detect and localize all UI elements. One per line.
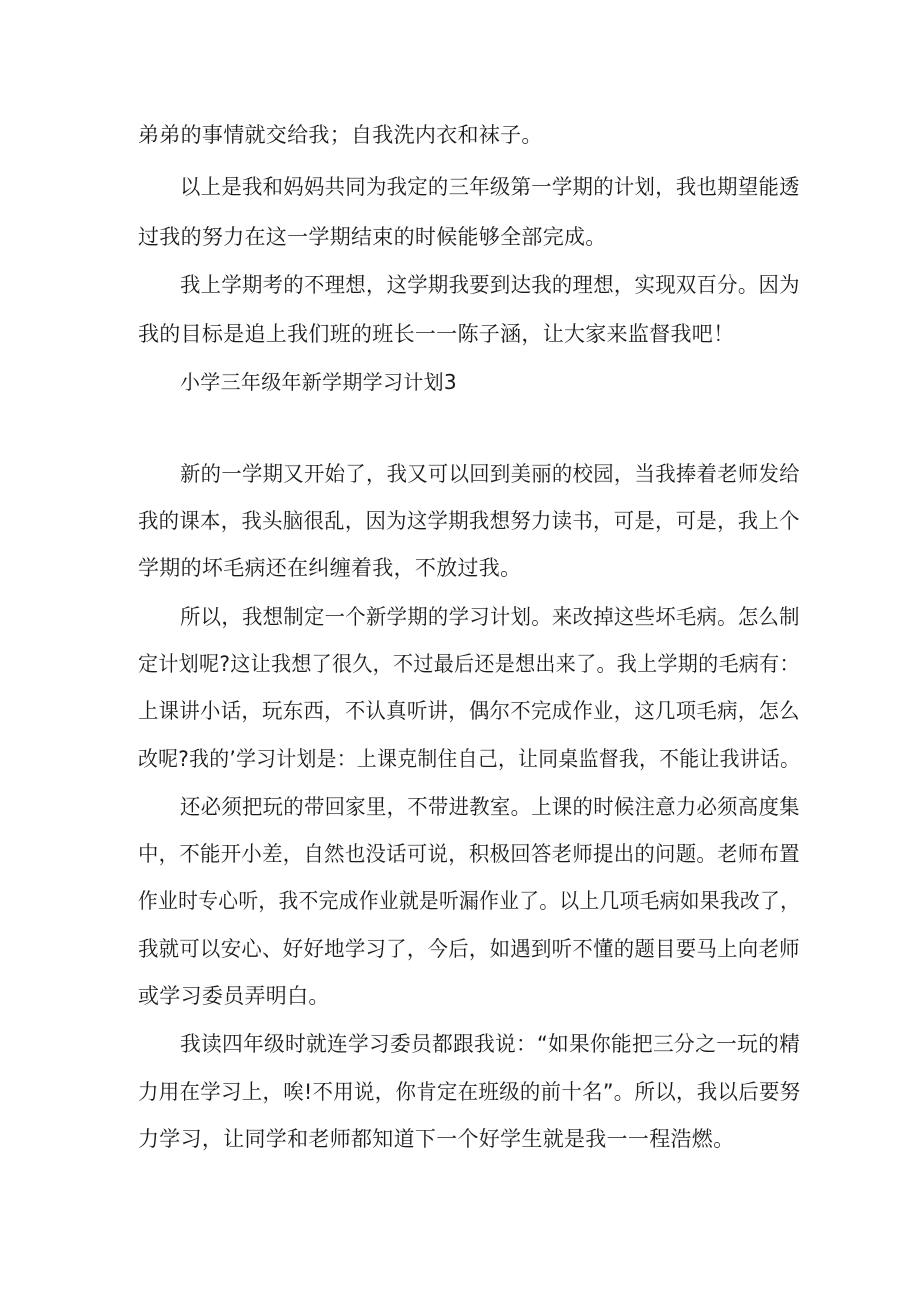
paragraph-line: 还必须把玩的带回家里，不带进教室。上课的时候注意力必须高度集 <box>180 795 800 819</box>
section-heading: 小学三年级年新学期学习计划3 <box>180 370 457 394</box>
paragraph-line: 学期的坏毛病还在纠缠着我，不放过我。 <box>138 556 522 580</box>
paragraph-line: 力学习，让同学和老师都知道下一个好学生就是我一一程浩燃。 <box>138 1127 735 1151</box>
paragraph-line: 我上学期考的不理想，这学期我要到达我的理想，实现双百分。因为 <box>180 273 800 297</box>
paragraph-line: 我的目标是追上我们班的班长一一陈子涵，让大家来监督我吧！ <box>138 322 735 346</box>
paragraph-line: 新的一学期又开始了，我又可以回到美丽的校园，当我捧着老师发给 <box>180 462 800 486</box>
paragraph-line: 我读四年级时就连学习委员都跟我说：“如果你能把三分之一玩的精 <box>180 1032 801 1056</box>
paragraph-line: 所以，我想制定一个新学期的学习计划。来改掉这些坏毛病。怎么制 <box>180 605 800 629</box>
paragraph-line: 定计划呢?这让我想了很久，不过最后还是想出来了。我上学期的毛病有： <box>138 652 800 676</box>
paragraph-line: 作业时专心听，我不完成作业就是听漏作业了。以上几项毛病如果我改了， <box>138 889 801 913</box>
paragraph-line: 我就可以安心、好好地学习了，今后，如遇到听不懂的题目要马上向老师 <box>138 937 800 961</box>
paragraph-line: 我的课本，我头脑很乱，因为这学期我想努力读书，可是，可是，我上个 <box>138 509 800 533</box>
paragraph-line: 或学习委员弄明白。 <box>138 984 330 1008</box>
paragraph-line: 以上是我和妈妈共同为我定的三年级第一学期的计划，我也期望能透 <box>180 175 800 199</box>
paragraph-line: 上课讲小话，玩东西，不认真听讲，偶尔不完成作业，这几项毛病，怎么 <box>138 699 800 723</box>
paragraph-line: 中，不能开小差，自然也没话可说，积极回答老师提出的问题。老师布置 <box>138 842 800 866</box>
paragraph-line: 过我的努力在这一学期结束的时候能够全部完成。 <box>138 225 607 249</box>
paragraph-line: 改呢?我的’学习计划是：上课克制住自己，让同桌监督我，不能让我讲话。 <box>138 747 801 771</box>
paragraph-line: 力用在学习上，唉!不用说，你肯定在班级的前十名”。所以，我以后要努 <box>138 1080 801 1104</box>
paragraph-line: 弟弟的事情就交给我；自我洗内衣和袜子。 <box>138 123 543 147</box>
